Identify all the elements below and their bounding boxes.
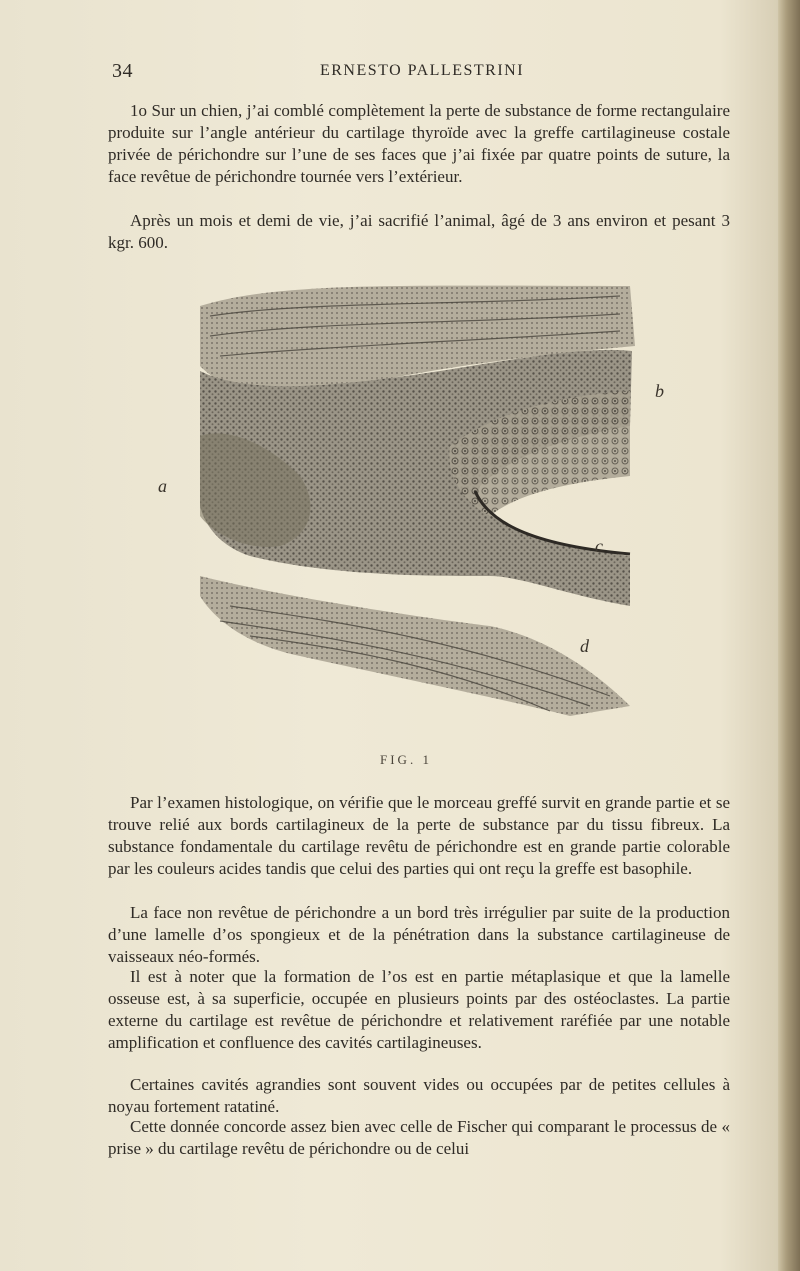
figure-label-b: b — [655, 381, 664, 401]
paragraph-7: Cette donnée concorde assez bien avec celle de Fischer qui comparant le processus de « prise » du cartilage revêtu de périchondre ou de celui — [108, 1117, 730, 1158]
figure-label-c: c — [595, 536, 603, 556]
figure-label-a: a — [158, 476, 167, 496]
histology-figure — [158, 276, 664, 726]
figure-caption: FIG. 1 — [380, 752, 432, 767]
paragraph-1: 1o Sur un chien, j’ai comblé complètement la perte de substance de forme rectangulaire produite sur l’angle antérieur du cartilage thyroïde avec la greffe cartilagineuse costale privée de périchondre sur l’une de ses faces que j’ai fixée par quatre points de suture, la face revêtue de périchondre tournée vers l’extérieur. — [108, 101, 730, 186]
paragraph-5: Il est à noter que la formation de l’os est en partie métaplasique et que la lamelle osseuse est, à sa superficie, occupée en plusieurs points par des ostéoclastes. La partie externe du cartilage est revêtue de périchondre et relativement raréfiée par une notable amplification et confluence des cavités cartilagineuses. — [108, 967, 730, 1052]
paragraph-2: Après un mois et demi de vie, j’ai sacrifié l’animal, âgé de 3 ans environ et pesant 3 kgr. 600. — [108, 211, 730, 252]
paragraph-3: Par l’examen histologique, on vérifie que le morceau greffé survit en grande partie et se trouve relié aux bords cartilagineux de la perte de substance par du tissu fibreux. La substance fondamentale du cartilage revêtu de périchondre est en grande partie colorable par les couleurs acides tandis que celui des parties qui ont reçu la greffe est basophile. — [108, 793, 730, 878]
book-spine-edge — [778, 0, 800, 1271]
page-number: 34 — [112, 60, 133, 82]
paragraph-4: La face non revêtue de périchondre a un bord très irrégulier par suite de la production d’une lamelle d’os spongieux et de la pénétration dans la substance cartilagineuse de vaisseaux néo-formés. — [108, 903, 730, 966]
page-header — [112, 60, 732, 86]
running-title: ERNESTO PALLESTRINI — [319, 62, 525, 79]
paragraph-6: Certaines cavités agrandies sont souvent vides ou occupées par de petites cellules à noyau fortement ratatiné. — [108, 1075, 730, 1116]
figure-label-d: d — [580, 636, 589, 656]
histology-image — [190, 276, 640, 726]
